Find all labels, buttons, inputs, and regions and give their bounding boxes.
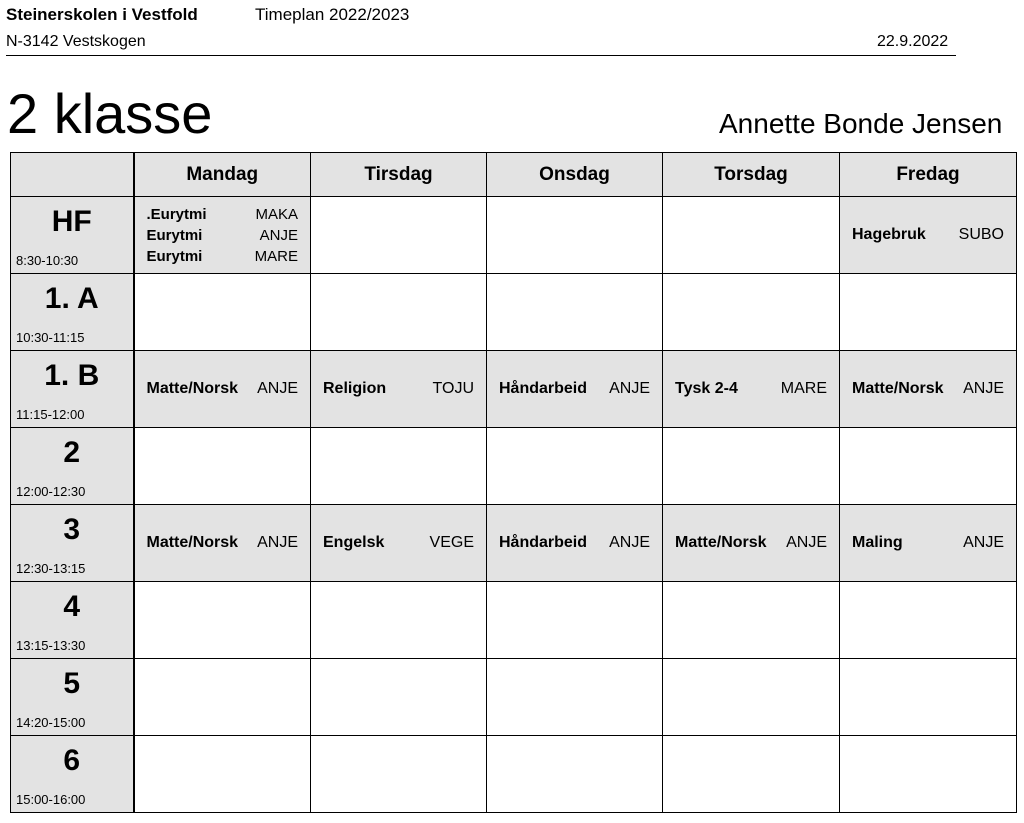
lesson-cell bbox=[663, 351, 840, 428]
day-header-torsdag: Torsdag bbox=[663, 153, 840, 197]
lesson-cell bbox=[311, 351, 487, 428]
lesson-teacher: MARE bbox=[254, 247, 298, 265]
lesson-subject: Religion bbox=[323, 380, 387, 397]
period-time: 8:30-10:30 bbox=[16, 253, 79, 268]
empty-cell bbox=[311, 659, 487, 736]
day-header-fredag: Fredag bbox=[840, 153, 1017, 197]
empty-cell bbox=[311, 736, 487, 813]
empty-cell bbox=[840, 659, 1017, 736]
period-name: 5 bbox=[63, 667, 81, 700]
empty-cell bbox=[487, 736, 663, 813]
lesson-subject: Tysk 2-4 bbox=[675, 380, 738, 397]
lesson-cell bbox=[840, 197, 1017, 274]
header-divider bbox=[6, 55, 956, 56]
class-teacher: Annette Bonde Jensen bbox=[719, 108, 1003, 139]
school-name: Steinerskolen i Vestfold bbox=[6, 5, 198, 24]
lesson-entry bbox=[663, 533, 839, 553]
lesson-entry bbox=[840, 379, 1016, 399]
lesson-teacher: SUBO bbox=[958, 226, 1004, 243]
lesson-subject: Eurytmi bbox=[146, 247, 203, 265]
period-name: 4 bbox=[63, 590, 81, 623]
class-title: 2 klasse bbox=[7, 82, 213, 145]
empty-cell bbox=[663, 274, 840, 351]
lesson-cell bbox=[134, 505, 311, 582]
lesson-teacher: MARE bbox=[780, 380, 827, 397]
period-label bbox=[11, 505, 134, 582]
empty-cell bbox=[663, 197, 840, 274]
print-date: 22.9.2022 bbox=[877, 33, 949, 50]
empty-cell bbox=[311, 428, 487, 505]
lesson-subject: Engelsk bbox=[323, 534, 385, 551]
empty-cell bbox=[487, 428, 663, 505]
lesson-cell bbox=[134, 351, 311, 428]
lesson-cell bbox=[134, 197, 311, 274]
period-time: 14:20-15:00 bbox=[16, 715, 86, 730]
period-row bbox=[11, 659, 1017, 736]
lesson-subject: Matte/Norsk bbox=[852, 380, 944, 397]
timetable bbox=[10, 152, 1017, 813]
period-name: HF bbox=[51, 205, 92, 238]
lesson-teacher: ANJE bbox=[257, 380, 298, 397]
empty-cell bbox=[663, 428, 840, 505]
lesson-subject: .Eurytmi bbox=[146, 205, 207, 223]
empty-cell bbox=[487, 197, 663, 274]
lesson-subject: Håndarbeid bbox=[499, 380, 588, 397]
lesson-teacher: ANJE bbox=[963, 380, 1004, 397]
period-label bbox=[11, 274, 134, 351]
lesson-entry bbox=[663, 379, 839, 399]
lesson-teacher: MAKA bbox=[255, 205, 298, 223]
lesson-cell bbox=[311, 505, 487, 582]
empty-cell bbox=[311, 582, 487, 659]
lesson-teacher: ANJE bbox=[963, 534, 1004, 551]
lesson-subject: Matte/Norsk bbox=[146, 380, 239, 397]
day-header-tirsdag: Tirsdag bbox=[311, 153, 487, 197]
period-label bbox=[11, 582, 134, 659]
empty-cell bbox=[840, 274, 1017, 351]
empty-cell bbox=[487, 274, 663, 351]
period-row bbox=[11, 428, 1017, 505]
lesson-subject: Matte/Norsk bbox=[675, 534, 767, 551]
period-name: 1. A bbox=[44, 282, 99, 315]
period-label bbox=[11, 428, 134, 505]
empty-cell bbox=[663, 582, 840, 659]
period-time: 12:00-12:30 bbox=[16, 484, 86, 499]
period-row bbox=[11, 505, 1017, 582]
period-name: 2 bbox=[63, 436, 81, 469]
empty-cell bbox=[311, 274, 487, 351]
lesson-entry bbox=[840, 533, 1016, 553]
empty-cell bbox=[134, 659, 311, 736]
period-label bbox=[11, 736, 134, 813]
lesson-entry bbox=[311, 533, 486, 553]
period-time: 11:15-12:00 bbox=[16, 407, 85, 422]
lesson-teacher: ANJE bbox=[786, 534, 827, 551]
lesson-entry bbox=[135, 379, 311, 399]
lesson-subject: Matte/Norsk bbox=[146, 534, 239, 551]
lesson-cell bbox=[663, 505, 840, 582]
period-row bbox=[11, 274, 1017, 351]
period-label bbox=[11, 197, 134, 274]
lesson-cell bbox=[840, 505, 1017, 582]
day-header-mandag: Mandag bbox=[134, 153, 311, 197]
period-time: 15:00-16:00 bbox=[16, 792, 86, 807]
corner-cell bbox=[11, 153, 134, 197]
lesson-teacher: ANJE bbox=[257, 534, 298, 551]
lesson-subject: Maling bbox=[852, 534, 903, 551]
lesson-teacher: ANJE bbox=[609, 534, 650, 551]
school-address: N-3142 Vestskogen bbox=[6, 33, 146, 50]
lesson-teacher: ANJE bbox=[259, 226, 298, 244]
period-name: 6 bbox=[63, 744, 81, 777]
empty-cell bbox=[311, 197, 487, 274]
period-time: 13:15-13:30 bbox=[16, 638, 86, 653]
period-row bbox=[11, 582, 1017, 659]
lesson-entry bbox=[135, 225, 311, 246]
lesson-subject: Håndarbeid bbox=[499, 534, 588, 551]
empty-cell bbox=[134, 428, 311, 505]
period-label bbox=[11, 659, 134, 736]
lesson-teacher: TOJU bbox=[432, 380, 474, 397]
period-row bbox=[11, 197, 1017, 274]
period-time: 10:30-11:15 bbox=[16, 330, 85, 345]
lesson-subject: Hagebruk bbox=[852, 226, 926, 243]
empty-cell bbox=[663, 736, 840, 813]
empty-cell bbox=[840, 428, 1017, 505]
lesson-entry bbox=[135, 246, 311, 267]
empty-cell bbox=[134, 736, 311, 813]
empty-cell bbox=[840, 582, 1017, 659]
empty-cell bbox=[134, 274, 311, 351]
lesson-subject: Eurytmi bbox=[146, 226, 203, 244]
lesson-cell bbox=[487, 351, 663, 428]
lesson-entry bbox=[487, 533, 662, 553]
period-time: 12:30-13:15 bbox=[16, 561, 86, 576]
day-header-row bbox=[11, 153, 1017, 197]
period-name: 1. B bbox=[44, 359, 100, 392]
empty-cell bbox=[840, 736, 1017, 813]
empty-cell bbox=[487, 582, 663, 659]
plan-title: Timeplan 2022/2023 bbox=[255, 5, 410, 24]
lesson-entry bbox=[840, 225, 1016, 245]
lesson-cell bbox=[840, 351, 1017, 428]
period-row bbox=[11, 351, 1017, 428]
lesson-cell bbox=[487, 505, 663, 582]
lesson-entry bbox=[135, 533, 311, 553]
period-label bbox=[11, 351, 134, 428]
empty-cell bbox=[663, 659, 840, 736]
period-row bbox=[11, 736, 1017, 813]
period-name: 3 bbox=[63, 513, 81, 546]
lesson-teacher: VEGE bbox=[429, 534, 474, 551]
empty-cell bbox=[134, 582, 311, 659]
empty-cell bbox=[487, 659, 663, 736]
lesson-teacher: ANJE bbox=[609, 380, 650, 397]
lesson-entry bbox=[311, 379, 486, 399]
lesson-entry bbox=[487, 379, 662, 399]
lesson-entry bbox=[135, 204, 311, 225]
day-header-onsdag: Onsdag bbox=[487, 153, 663, 197]
